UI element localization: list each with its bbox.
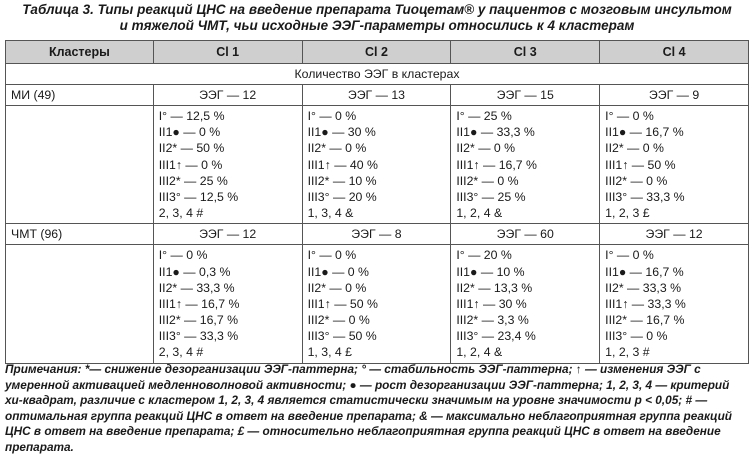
eeg-count-cell: ЭЭГ — 9 xyxy=(600,85,749,106)
reaction-line: II1● — 10 % xyxy=(456,264,525,279)
group-label-tbi: ЧМТ (96) xyxy=(6,224,154,245)
reaction-line: I° — 12,5 % xyxy=(158,109,225,123)
significance-line: 1, 3, 4 & xyxy=(307,206,354,221)
group-detail-row-mi xyxy=(6,106,749,224)
reaction-line: II1● — 0,3 % xyxy=(158,264,231,279)
reaction-line: III3° — 23,4 % xyxy=(456,329,536,344)
header-cl1: Cl 1 xyxy=(153,41,302,64)
reaction-cell xyxy=(600,245,749,363)
reaction-line: III1↑ — 16,7 % xyxy=(158,296,240,311)
significance-line: 1, 3, 4 £ xyxy=(307,345,353,360)
reaction-line: I° — 20 % xyxy=(456,248,512,263)
reaction-line: II2* — 0 % xyxy=(605,141,664,156)
reaction-line: II2* — 33,3 % xyxy=(605,280,682,295)
empty-cell xyxy=(6,106,154,224)
reaction-line: I° — 0 % xyxy=(605,109,654,123)
significance-line: 1, 2, 4 & xyxy=(456,345,503,360)
reaction-line: III2* — 16,7 % xyxy=(158,313,239,328)
reaction-line: III2* — 0 % xyxy=(307,313,370,328)
group-row-mi xyxy=(6,85,749,106)
results-table xyxy=(5,40,749,364)
reaction-line: III2* — 0 % xyxy=(456,173,519,188)
reaction-line: III1↑ — 40 % xyxy=(307,157,378,172)
reaction-line: II1● — 0 % xyxy=(158,125,221,140)
reaction-line: II1● — 33,3 % xyxy=(456,125,535,140)
significance-line: 2, 3, 4 # xyxy=(158,345,204,360)
eeg-count-cell: ЭЭГ — 12 xyxy=(153,224,302,245)
significance-line: 2, 3, 4 # xyxy=(158,206,204,221)
reaction-line: III3° — 33,3 % xyxy=(605,189,685,204)
reaction-line: II1● — 30 % xyxy=(307,125,376,140)
reaction-line: II2* — 0 % xyxy=(307,280,367,295)
reaction-line: III2* — 25 % xyxy=(158,173,228,188)
group-label-mi: МИ (49) xyxy=(6,85,154,106)
reaction-line: III1↑ — 0 % xyxy=(158,157,223,172)
header-row xyxy=(6,41,749,64)
reaction-line: III1↑ — 50 % xyxy=(605,157,676,172)
reaction-line: III2* — 10 % xyxy=(307,173,377,188)
reaction-line: II2* — 33,3 % xyxy=(158,280,235,295)
table-title-line-2: и тяжелой ЧМТ, чьи исходные ЭЭГ-параметры относились к 4 кластерам xyxy=(119,18,635,33)
significance-line: 1, 2, 3 # xyxy=(605,345,650,360)
reaction-line: II2* — 0 % xyxy=(456,141,516,156)
group-detail-row-tbi xyxy=(6,245,749,363)
reaction-line: II2* — 50 % xyxy=(158,141,225,156)
reaction-line: III2* — 16,7 % xyxy=(605,313,685,328)
reaction-line: III2* — 3,3 % xyxy=(456,313,529,328)
reaction-line: III3° — 50 % xyxy=(307,329,377,344)
eeg-count-cell: ЭЭГ — 12 xyxy=(153,85,302,106)
header-clusters: Кластеры xyxy=(6,41,154,64)
reaction-line: III3° — 0 % xyxy=(605,329,668,344)
reaction-line: III3° — 20 % xyxy=(307,189,377,204)
reaction-line: I° — 0 % xyxy=(307,248,357,263)
subheader-row xyxy=(6,64,749,85)
empty-cell xyxy=(6,245,154,363)
eeg-count-cell: ЭЭГ — 15 xyxy=(451,85,600,106)
reaction-line: III3° — 25 % xyxy=(456,189,526,204)
reaction-cell xyxy=(153,106,302,224)
reaction-line: III3° — 33,3 % xyxy=(158,329,239,344)
reaction-line: III1↑ — 16,7 % xyxy=(456,157,537,172)
header-cl3: Cl 3 xyxy=(451,41,600,64)
subheader-eeg-count: Количество ЭЭГ в кластерах xyxy=(6,64,749,85)
table-title-line-1: Таблица 3. Типы реакций ЦНС на введение препарата Тиоцетам® у пациентов с мозговым инсультом xyxy=(22,2,732,17)
reaction-line: III1↑ — 30 % xyxy=(456,296,527,311)
reaction-line: I° — 0 % xyxy=(307,109,357,123)
header-cl2: Cl 2 xyxy=(302,41,451,64)
reaction-line: I° — 25 % xyxy=(456,109,512,123)
reaction-line: II1● — 0 % xyxy=(307,264,369,279)
reaction-cell xyxy=(451,106,600,224)
significance-line: 1, 2, 4 & xyxy=(456,206,503,221)
reaction-cell xyxy=(153,245,302,363)
reaction-line: II2* — 13,3 % xyxy=(456,280,533,295)
reaction-cell xyxy=(302,106,451,224)
reaction-cell xyxy=(600,106,749,224)
header-cl4: Cl 4 xyxy=(600,41,749,64)
eeg-count-cell: ЭЭГ — 8 xyxy=(302,224,451,245)
reaction-line: I° — 0 % xyxy=(158,248,208,263)
reaction-line: III2* — 0 % xyxy=(605,173,668,188)
table-title xyxy=(0,2,754,34)
significance-line: 1, 2, 3 £ xyxy=(605,206,650,221)
reaction-line: III1↑ — 33,3 % xyxy=(605,296,686,311)
reaction-line: III1↑ — 50 % xyxy=(307,296,378,311)
reaction-line: II1● — 16,7 % xyxy=(605,264,684,279)
reaction-cell xyxy=(302,245,451,363)
reaction-line: III3° — 12,5 % xyxy=(158,189,239,204)
eeg-count-cell: ЭЭГ — 13 xyxy=(302,85,451,106)
reaction-line: II1● — 16,7 % xyxy=(605,125,684,140)
group-row-tbi xyxy=(6,224,749,245)
table-notes: Примечания: *— снижение дезорганизации ЭЭГ-паттерна; ° — стабильность ЭЭГ-паттерна; ↑ — изменения ЭЭГ с умеренной активацией медленноволновой активности; ● — рост дезорганизации ЭЭГ-паттерна; 1, 2, 3, 4 — критерий хи-квадрат, различие с кластером 1, 2, 3, 4 является статистически значимым на уровне значимости p < 0,05; # — оптимальная группа реакций ЦНС в ответ на введение препарата; & — максимально неблагоприятная группа реакций ЦНС в ответ на введение препарата; £ — относительно неблагоприятная группа реакций ЦНС в ответ на введение препарата. xyxy=(5,362,732,454)
reaction-line: II2* — 0 % xyxy=(307,141,367,156)
reaction-line: I° — 0 % xyxy=(605,248,654,263)
eeg-count-cell: ЭЭГ — 12 xyxy=(600,224,749,245)
reaction-cell xyxy=(451,245,600,363)
eeg-count-cell: ЭЭГ — 60 xyxy=(451,224,600,245)
